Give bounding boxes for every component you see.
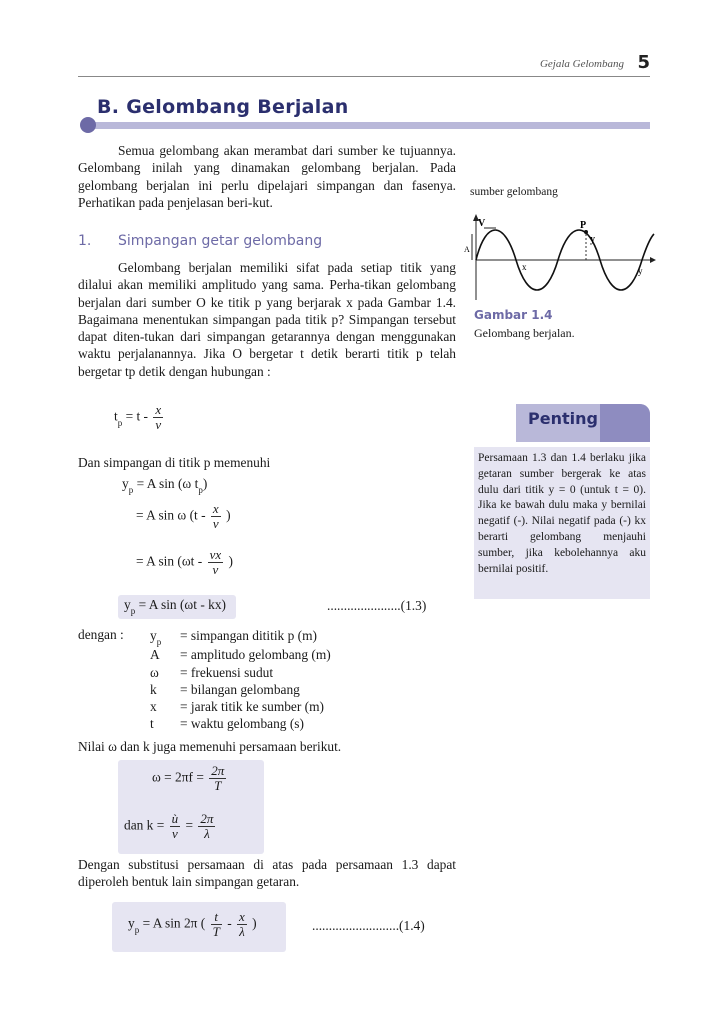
definition-symbol-text: y	[150, 628, 157, 643]
label-a: A	[464, 245, 470, 254]
eq-l3-fraction	[208, 548, 224, 577]
section-title: B. Gelombang Berjalan	[97, 96, 349, 118]
label-x: x	[522, 262, 527, 272]
eq-final-d2: λ	[239, 924, 245, 939]
definition-description: = amplitudo gelombang (m)	[180, 647, 331, 663]
body-paragraph: Gelombang berjalan memiliki sifat pada setiap titik yang dilalui akan memiliki amplitudo yang sama. Perha-tikan gelombang berjalan dari sumber O ke titik p yang berjarak x pada Gambar 1.4. Bagaimana menentukan simpangan pada titik p? Simpangan tersebut dapat diten-tukan dari simpangan getarannya dengan menggunakan waktu perjalanannya. Jika O bergetar t detik berarti titik p telah bergetar tp detik dengan hubungan :	[78, 260, 456, 379]
definition-symbol	[146, 715, 180, 732]
eq-l1-sub2: p	[198, 485, 203, 495]
eq-k-den2: λ	[204, 826, 210, 841]
eq-l2-fraction	[211, 502, 221, 531]
definition-description: = frekuensi sudut	[180, 664, 274, 680]
eq-l1-sub: p	[128, 485, 134, 495]
definition-row	[146, 715, 331, 732]
equation-tp	[114, 403, 165, 432]
eq-l3-close: )	[228, 553, 233, 569]
figure-caption: Gelombang berjalan.	[474, 326, 575, 340]
header-rule	[78, 76, 650, 77]
definition-symbol-text: t	[150, 716, 154, 732]
equation-line-1	[122, 476, 208, 495]
x-axis-arrow	[650, 257, 656, 263]
nilai-text: Nilai ω dan k juga memenuhi persamaan berikut.	[78, 739, 342, 754]
eq-omega-den: T	[214, 778, 222, 793]
definitions-table	[146, 627, 331, 733]
eq-final-lhs: y	[128, 915, 135, 931]
definition-row	[146, 646, 331, 663]
eq-omega-lhs: ω = 2πf =	[152, 769, 204, 785]
eq-l4-sub: p	[130, 606, 136, 616]
page-number: 5	[637, 52, 650, 73]
dan-text: Dan simpangan di titik p memenuhi	[78, 455, 271, 470]
eq-tp-num: x	[155, 402, 162, 417]
eq-tp-den: v	[155, 417, 162, 432]
definition-symbol	[146, 681, 180, 698]
eq-l1-lhs: y	[122, 476, 129, 491]
substitution-paragraph: Dengan substitusi persamaan di atas pada persamaan 1.3 dapat diperoleh bentuk lain simpangan getaran.	[78, 857, 456, 890]
eq-final-a: = A sin 2π (	[142, 915, 206, 931]
eq-final-d1: T	[212, 924, 220, 939]
definition-description: = simpangan dititik p (m)	[180, 628, 317, 643]
eq-l1-rhs: = A sin (ω t	[136, 476, 199, 491]
running-title: Gejala Gelombang	[539, 58, 624, 70]
equation-line-3	[136, 548, 233, 577]
eq-l3-num: vx	[209, 547, 222, 562]
equation-1-4-number: ..........................(1.4)	[312, 918, 425, 933]
eq-omega-fraction	[209, 764, 226, 793]
eq-l2-a: = A sin ω (t -	[136, 507, 206, 523]
eq-k-equals: =	[185, 817, 194, 833]
label-y-axis: y	[638, 266, 643, 276]
definition-symbol-text: ω	[150, 664, 159, 680]
equation-1-4	[128, 910, 257, 939]
eq-l2-num: x	[212, 501, 219, 516]
definition-row	[146, 664, 331, 681]
eq-k-den1: v	[172, 826, 178, 841]
equation-omega	[152, 764, 228, 793]
penting-text: Persamaan 1.3 dan 1.4 berlaku jika getaran sumber bergerak ke atas dulu dari titik y = 0 (untuk t = 0). Jika ke bawah dulu maka y bernilai negatif (-). Nilai negatif pada (-) kx berarti gelombang menjauhi sumber, jika kebolehannya aku bernilai positif.	[478, 452, 646, 575]
eq-final-minus: -	[227, 915, 232, 931]
subsection-number: 1.	[78, 233, 92, 249]
penting-title: Penting	[528, 409, 598, 428]
eq-final-n2: x	[239, 909, 245, 924]
section-bar	[92, 122, 650, 129]
eq-k-fraction-2	[198, 812, 215, 841]
definition-symbol	[146, 698, 180, 715]
eq-final-fraction-1	[211, 910, 222, 939]
label-p: P	[580, 220, 587, 231]
equation-1-3-box	[118, 595, 236, 619]
travelling-wave-figure	[462, 212, 658, 304]
definition-description: = waktu gelombang (s)	[180, 716, 304, 732]
definition-description: = bilangan gelombang	[180, 681, 300, 697]
definition-symbol-text: k	[150, 681, 157, 697]
equation-k	[124, 812, 217, 841]
figure-source-label: sumber gelombang	[470, 186, 558, 198]
eq-k-lhs: dan k =	[124, 817, 165, 833]
definition-symbol	[146, 664, 180, 681]
eq-final-sub: p	[134, 924, 140, 935]
intro-paragraph: Semua gelombang akan merambat dari sumber ke tujuannya. Gelombang inilah yang dinamakan gelombang berjalan. Pada gelombang berjalan ini perlu dipelajari simpangan dan fasenya. Perhatikan pada penjelasan beri-kut.	[78, 143, 456, 210]
definition-symbol	[146, 627, 180, 646]
eq-l2-close: )	[226, 507, 231, 523]
definition-symbol-sub: p	[156, 637, 162, 647]
section-bullet	[80, 117, 96, 133]
eq-l4-lhs: y	[124, 597, 131, 612]
eq-final-fraction-2	[237, 910, 247, 939]
eq-final-n1: t	[211, 910, 222, 925]
equation-line-2	[136, 502, 231, 531]
eq-l1-close: )	[202, 476, 208, 491]
definition-symbol-text: A	[150, 647, 160, 663]
label-y: y	[590, 234, 595, 245]
figure-caption-title: Gambar 1.4	[474, 308, 553, 322]
definition-symbol-text: x	[150, 699, 157, 715]
eq-tp-rhs: = t -	[125, 408, 149, 424]
eq-l4-rhs: = A sin (ωt - kx)	[138, 597, 226, 612]
eq-final-close: )	[252, 915, 257, 931]
eq-tp-fraction	[153, 403, 163, 432]
definition-description: = jarak titik ke sumber (m)	[180, 699, 325, 715]
definition-row	[146, 681, 331, 698]
eq-omega-num: 2π	[211, 763, 225, 778]
penting-tab-accent	[600, 404, 650, 442]
subsection-title: Simpangan getar gelombang	[118, 233, 323, 249]
eq-l3-den: v	[212, 562, 219, 577]
definition-row	[146, 627, 331, 646]
label-v: V	[478, 218, 486, 229]
equation-1-3-number: ......................(1.3)	[327, 598, 427, 613]
eq-tp-lhs: t	[114, 408, 118, 424]
definition-symbol	[146, 646, 180, 663]
eq-k-num1: ù	[171, 811, 179, 826]
definition-row	[146, 698, 331, 715]
eq-k-fraction-1	[170, 812, 181, 841]
defs-intro: dengan :	[78, 627, 124, 642]
eq-l3-a: = A sin (ωt -	[136, 553, 203, 569]
eq-tp-sub: p	[117, 417, 123, 428]
eq-k-num2: 2π	[200, 811, 214, 826]
eq-l2-den: v	[212, 516, 219, 531]
